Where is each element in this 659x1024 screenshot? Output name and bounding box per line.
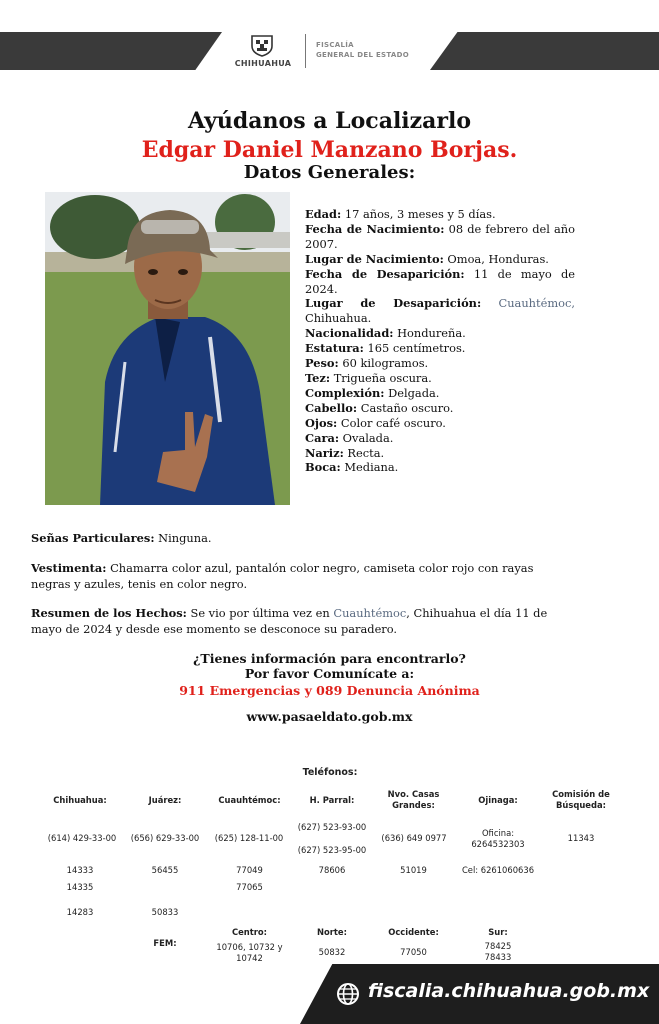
detail-fecha-desaparicion: Fecha de Desaparición: 11 de mayo de 2024.: [305, 266, 575, 296]
detail-edad: Edad: 17 años, 3 meses y 5 días.: [305, 207, 496, 221]
phone-header-parral: H. Parral:: [309, 795, 355, 805]
phone-occidente-1: 77050: [400, 947, 427, 957]
globe-icon: [336, 982, 360, 1006]
phone-cuauhtemoc-2: 77049: [236, 865, 263, 875]
logo-general-text: GENERAL DEL ESTADO: [316, 51, 409, 59]
detail-ojos: Ojos: Color café oscuro.: [305, 415, 446, 430]
phone-nvo-casas-2: 51019: [400, 865, 427, 875]
detail-cabello: Cabello: Castaño oscuro.: [305, 400, 454, 415]
phone-chihuahua-3: 14335: [66, 882, 94, 892]
page-title: Ayúdanos a Localizarlo: [187, 108, 472, 134]
phone-ojinaga-1: Oficina: 6264532303: [471, 828, 525, 849]
phone-ojinaga-2: Cel: 6261060636: [461, 865, 535, 875]
phone-header-fem: FEM:: [153, 938, 177, 948]
phone-juarez-2: 56455: [151, 865, 179, 875]
header-bar-left: [0, 32, 222, 70]
phone-centro-1: 10706, 10732 y 10742: [216, 942, 283, 963]
phone-nvo-casas-1: (636) 649 0977: [381, 833, 447, 843]
detail-complexion: Complexión: Delgada.: [305, 385, 440, 400]
phone-header-comision: Comisión de Búsqueda:: [552, 789, 610, 810]
phone-header-norte: Norte:: [317, 927, 347, 937]
footer-website-link[interactable]: fiscalia.chihuahua.gob.mx: [368, 980, 650, 1002]
detail-lugar-desaparicion: Lugar de Desaparición: Cuauhtémoc, Chihuahua.: [305, 296, 575, 326]
detail-boca: Boca: Mediana.: [305, 460, 399, 475]
phone-header-occidente: Occidente:: [388, 927, 439, 937]
phone-parral-3: 78606: [318, 865, 346, 875]
phone-header-cuauhtemoc: Cuauhtémoc:: [218, 795, 281, 805]
detail-lugar-nacimiento: Lugar de Nacimiento: Omoa, Honduras.: [305, 251, 549, 266]
phone-norte-1: 50832: [318, 947, 346, 957]
cta-please: Por favor Comunícate a:: [244, 666, 415, 681]
phone-chihuahua-2: 14333: [66, 865, 94, 875]
phone-header-nvo-casas-grandes: Nvo. Casas Grandes:: [387, 789, 440, 810]
phone-parral-2: (627) 523-95-00: [297, 845, 367, 855]
phone-header-sur: Sur:: [488, 927, 508, 937]
state-seal-icon: [249, 33, 275, 57]
phone-header-juarez: Juárez:: [148, 795, 182, 805]
senas-particulares: Señas Particulares: Ninguna.: [31, 531, 212, 545]
detail-peso: Peso: 60 kilogramos.: [305, 356, 429, 371]
phone-chihuahua-1: (614) 429-33-00: [47, 833, 117, 843]
person-name: Edgar Daniel Manzano Borjas.: [141, 137, 518, 163]
phone-juarez-1: (656) 629-33-00: [130, 833, 200, 843]
phone-comision-1: 11343: [567, 833, 595, 843]
header-bar-right: [430, 32, 659, 70]
detail-nacionalidad: Nacionalidad: Hondureña.: [305, 326, 466, 341]
detail-fecha-nacimiento: Fecha de Nacimiento: 08 de febrero del año 2007.: [305, 221, 576, 251]
phone-juarez-3: 50833: [151, 907, 179, 917]
phone-header-centro: Centro:: [231, 927, 268, 937]
phone-header-chihuahua: Chihuahua:: [53, 795, 107, 805]
detail-nariz: Nariz: Recta.: [305, 445, 385, 460]
cta-question: ¿Tienes información para encontrarlo?: [193, 651, 466, 666]
section-title: Datos Generales:: [243, 162, 416, 183]
detail-tez: Tez: Trigueña oscura.: [305, 370, 432, 385]
cta-emergency-numbers: 911 Emergencias y 089 Denuncia Anónima: [179, 683, 480, 698]
logo-divider: [305, 34, 306, 68]
phone-chihuahua-4: 14283: [66, 907, 94, 917]
phone-cuauhtemoc-1: (625) 128-11-00: [214, 833, 284, 843]
phone-parral-1: (627) 523-93-00: [297, 822, 367, 832]
missing-person-photo: [45, 192, 290, 505]
logo-city-text: CHIHUAHUA: [234, 59, 292, 68]
phones-title: Teléfonos:: [302, 767, 358, 778]
logo-fiscalia-text: FISCALÍA: [316, 41, 354, 49]
phone-sur-1: 78425 78433: [484, 941, 512, 962]
cta-website-link[interactable]: www.pasaeldato.gob.mx: [246, 709, 413, 724]
phone-cuauhtemoc-3: 77065: [236, 882, 263, 892]
detail-estatura: Estatura: 165 centímetros.: [305, 341, 466, 356]
phone-header-ojinaga: Ojinaga:: [478, 795, 518, 805]
resumen-hechos: Resumen de los Hechos: Se vio por última vez en Cuauhtémoc, Chihuahua el día 11 de mayo de 2024 y desde ese momento se desconoce su paradero.: [31, 606, 548, 636]
general-details: [305, 207, 575, 475]
vestimenta: Vestimenta: Chamarra color azul, pantalón color negro, camiseta color rojo con rayas negras y azules, tenis en color negro.: [31, 561, 534, 591]
detail-cara: Cara: Ovalada.: [305, 430, 394, 445]
